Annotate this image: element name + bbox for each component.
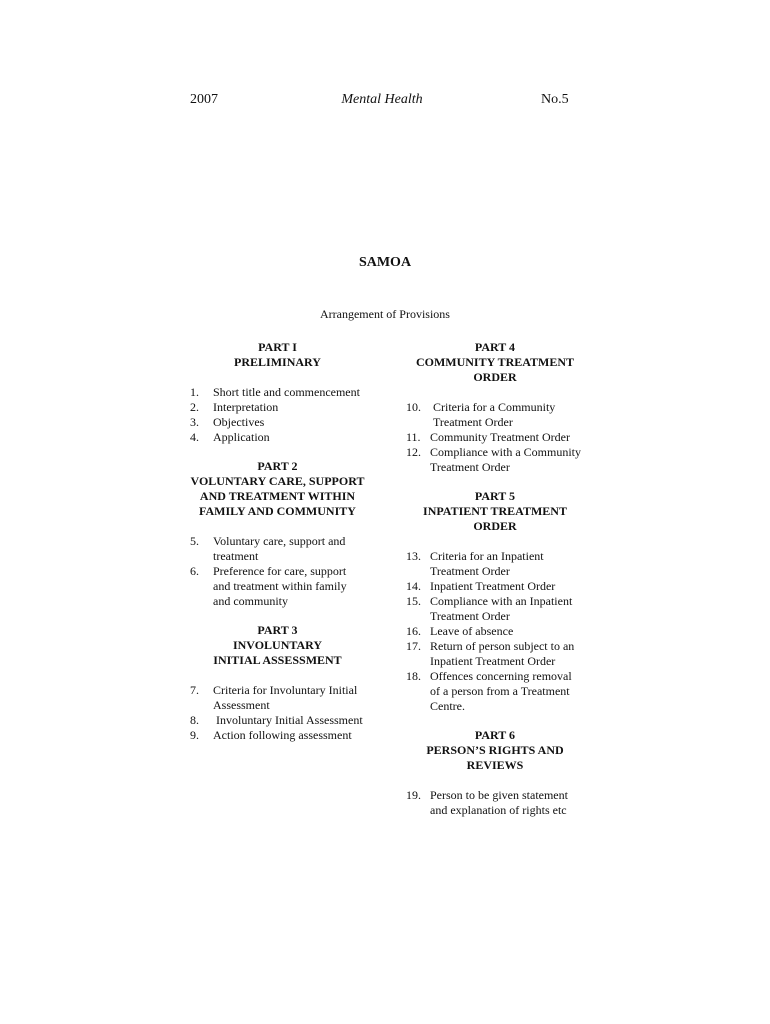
provision-list (190, 534, 365, 609)
provision-text: Action following assessment (213, 728, 352, 742)
provision-number: 8. (190, 713, 199, 727)
provision-item (406, 445, 584, 475)
left-column (190, 340, 365, 743)
provision-number: 19. (406, 788, 421, 802)
provision-item (190, 728, 365, 743)
right-column (406, 340, 584, 818)
part-heading (190, 340, 365, 370)
provision-item (190, 415, 365, 430)
provision-text: Community Treatment Order (430, 430, 570, 444)
provision-number: 12. (406, 445, 421, 459)
part-heading (406, 489, 584, 534)
provision-text: Short title and commencement (213, 385, 360, 399)
provision-item (190, 713, 365, 728)
part-label: PART I (258, 340, 297, 354)
provision-text: Inpatient Treatment Order (430, 579, 556, 593)
arrangement-subtitle: Arrangement of Provisions (320, 307, 450, 321)
provision-item (406, 400, 584, 430)
provision-item (190, 564, 365, 609)
provision-item (406, 624, 584, 639)
provision-item (190, 430, 365, 445)
provision-item (406, 788, 584, 818)
provision-number: 1. (190, 385, 199, 399)
provision-text: Compliance with an Inpatient Treatment Order (430, 594, 573, 623)
part-title: PERSON’S RIGHTS AND REVIEWS (426, 743, 564, 772)
provision-item (406, 579, 584, 594)
part-title: COMMUNITY TREATMENT ORDER (415, 355, 575, 384)
part-heading (190, 459, 365, 519)
part-heading (190, 623, 365, 668)
provision-text: Criteria for a Community Treatment Order (433, 400, 556, 429)
provision-number: 18. (406, 669, 421, 683)
provision-number: 3. (190, 415, 199, 429)
provision-item (190, 683, 365, 713)
provision-item (190, 400, 365, 415)
header-year: 2007 (190, 92, 218, 107)
part-heading (406, 728, 584, 773)
provision-number: 6. (190, 564, 199, 578)
provision-item (406, 669, 584, 714)
provision-item (406, 639, 584, 669)
part-label: PART 3 (257, 623, 298, 637)
provision-number: 13. (406, 549, 421, 563)
provision-text: Criteria for Involuntary Initial Assessment (213, 683, 358, 712)
provision-number: 9. (190, 728, 199, 742)
part-label: PART 5 (474, 489, 516, 503)
part-label: PART 2 (257, 459, 298, 473)
provision-number: 14. (406, 579, 421, 593)
provision-text: Voluntary care, support and treatment (213, 534, 346, 563)
provision-number: 7. (190, 683, 199, 697)
provision-list (406, 549, 584, 714)
provision-text: Objectives (213, 415, 265, 429)
provision-item (406, 594, 584, 624)
provision-item (190, 534, 365, 564)
provision-text: Person to be given statement and explanation of rights etc (430, 788, 568, 817)
header-act-number: No.5 (541, 92, 569, 107)
header-act-title: Mental Health (341, 92, 423, 107)
provision-number: 10. (406, 400, 421, 414)
provision-text: Preference for care, support and treatment within family and community (213, 564, 347, 608)
provision-text: Offences concerning removal of a person from a Treatment Centre. (430, 669, 572, 713)
part-heading (406, 340, 584, 385)
country-heading: SAMOA (358, 255, 412, 270)
provision-number: 15. (406, 594, 421, 608)
provision-text: Leave of absence (430, 624, 514, 638)
part-title: PRELIMINARY (234, 355, 321, 369)
provision-text: Involuntary Initial Assessment (216, 713, 363, 727)
provision-text: Compliance with a Community Treatment Order (430, 445, 581, 474)
provision-text: Application (213, 430, 270, 444)
provision-number: 11. (406, 430, 421, 444)
provision-list (190, 385, 365, 445)
provision-list (406, 788, 584, 818)
part-title: INPATIENT TREATMENT ORDER (423, 504, 567, 533)
part-title: VOLUNTARY CARE, SUPPORT AND TREATMENT WITHIN FAMILY AND COMMUNITY (190, 474, 365, 518)
provision-text: Interpretation (213, 400, 279, 414)
provision-item (406, 549, 584, 579)
provision-number: 2. (190, 400, 199, 414)
provision-item (190, 385, 365, 400)
provision-number: 17. (406, 639, 421, 653)
provision-text: Criteria for an Inpatient Treatment Order (430, 549, 544, 578)
provision-number: 4. (190, 430, 199, 444)
provision-number: 5. (190, 534, 199, 548)
part-label: PART 4 (474, 340, 516, 354)
part-title: INVOLUNTARY INITIAL ASSESSMENT (213, 638, 342, 667)
provision-text: Return of person subject to an Inpatient Treatment Order (430, 639, 575, 668)
provision-number: 16. (406, 624, 421, 638)
part-label: PART 6 (474, 728, 516, 742)
provision-list (406, 400, 584, 475)
provision-item (406, 430, 584, 445)
provision-list (190, 683, 365, 743)
